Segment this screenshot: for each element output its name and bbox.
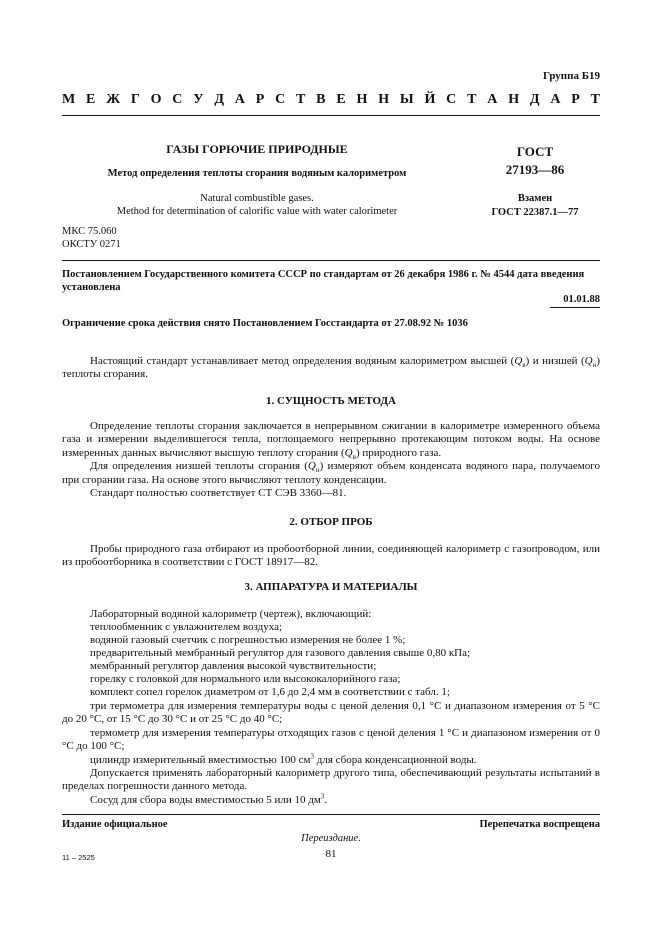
title-rule [62,260,600,261]
title-en-line1: Natural combustible gases. [200,193,314,204]
replace-number: ГОСТ 22387.1—77 [491,207,579,218]
thermometers-water: три термометра для измерения температуры воды с ценой деления 0,1 °С и диапазоном измерения от 5 °С до 20 °С, от 15 °С до 30 °С и от 25 °С до 40 °С; [62,700,600,726]
intro-date: 01.01.88 [563,294,600,305]
reprint-notice: Перепечатка воспрещена [479,819,600,830]
group-label: Группа Б19 [543,70,600,82]
section1-body: Определение теплоты сгорания заключается в непрерывном сжигании в калориметре измеренного объема газа и измерении выделившегося тепла, поглощаемого непрерывно протекающим потоком воды. На основе измеренных данных вычисляют высшую теплоту сгорания $(Q_в)$ природного газа. Для определения низшей теплоты сгорания $(Q_н)$ измеряют объем конденсата водяного пара, получаемого при сгорании газа. На основе этого вычисляют теплоту конденсации. Стандарт полностью соответствует СТ СЭВ 3360—81. [62,420,600,500]
apparatus-item: Лабораторный водяной калориметр (чертеж), включающий: [90,608,372,620]
apparatus-item: водяной газовый счетчик с погрешностью измерения не более 1 %; [90,634,406,646]
title-ru: ГАЗЫ ГОРЮЧИЕ ПРИРОДНЫЕ [166,142,348,156]
replace-label: Взамен [517,193,553,204]
print-code: 11 – 2525 [62,853,95,862]
section3-heading: 3. АППАРАТУРА И МАТЕРИАЛЫ [244,581,418,593]
header-rule [62,115,600,116]
section2-body: Пробы природного газа отбирают из пробоотборной линии, соединяющей калориметр с газопроводом, или из пробоотборника в соответствии с ГОСТ 18917—82. [62,543,600,569]
water-vessel: Сосуд для сбора воды вместимостью 5 или 10 $дм^3$. [90,792,328,806]
apparatus-item: мембранный регулятор давления высокой чувствительности; [90,660,377,672]
page-number: 81 [325,848,337,860]
intro-paragraph: Настоящий стандарт устанавливает метод определения водяным калориметром высшей $(Q_в)$ и низшей $(Q_н)$ теплоты сгорания. [62,355,600,381]
apparatus-continued [62,700,600,807]
apparatus-item: теплообменник с увлажнителем воздуха; [90,621,283,633]
gost-label: ГОСТ [516,144,554,159]
okstu-code: ОКСТУ 0271 [62,239,121,250]
gost-number: 27193—86 [505,162,565,177]
section2-heading: 2. ОТБОР ПРОБ [289,516,373,528]
title-en-line2: Method for determination of calorific value with water calorimeter [116,206,398,217]
subtitle-ru: Метод определения теплоты сгорания водяным калориметром [107,168,407,179]
apparatus-item: комплект сопел горелок диаметром от 1,6 до 2,4 мм в соответствии с табл. 1; [90,686,450,698]
section1-heading: 1. СУЩНОСТЬ МЕТОДА [266,395,396,407]
official-edition: Издание официальное [62,819,168,830]
reissue-note: Переиздание. [301,833,361,844]
standard-banner: М Е Ж Г О С У Д А Р С Т В Е Н Н Ы Й С Т А Н Д А Р Т [62,92,600,107]
thermometer-flue-gas: термометр для измерения температуры отходящих газов с ценой деления 1 °С и диапазоном измерения от 0 °С до 100 °С; [62,726,600,753]
decree-text: Постановлением Государственного комитета СССР по стандартам от 26 декабря 1986 г. № 4544 дата введения установлена [62,269,585,293]
mks-code: МКС 75.060 [62,226,117,237]
apparatus-item: предварительный мембранный регулятор для газового давления свыше 0,80 кПа; [90,647,471,659]
intro-date-underline [550,307,600,308]
measuring-cylinder: цилиндр измерительный вместимостью 100 $см^3$ для сбора конденсационной воды. [90,751,477,766]
limitation-note: Ограничение срока действия снято Постановлением Госстандарта от 27.08.92 № 1036 [62,318,468,329]
footer-rule [62,814,600,815]
alternative-calorimeter: Допускается применять лабораторный калориметр другого типа, обеспечивающий результаты испытаний в пределах погрешности данного метода. [62,767,600,793]
apparatus-item: горелку с головкой для нормального или высококалорийного газа; [90,673,401,685]
